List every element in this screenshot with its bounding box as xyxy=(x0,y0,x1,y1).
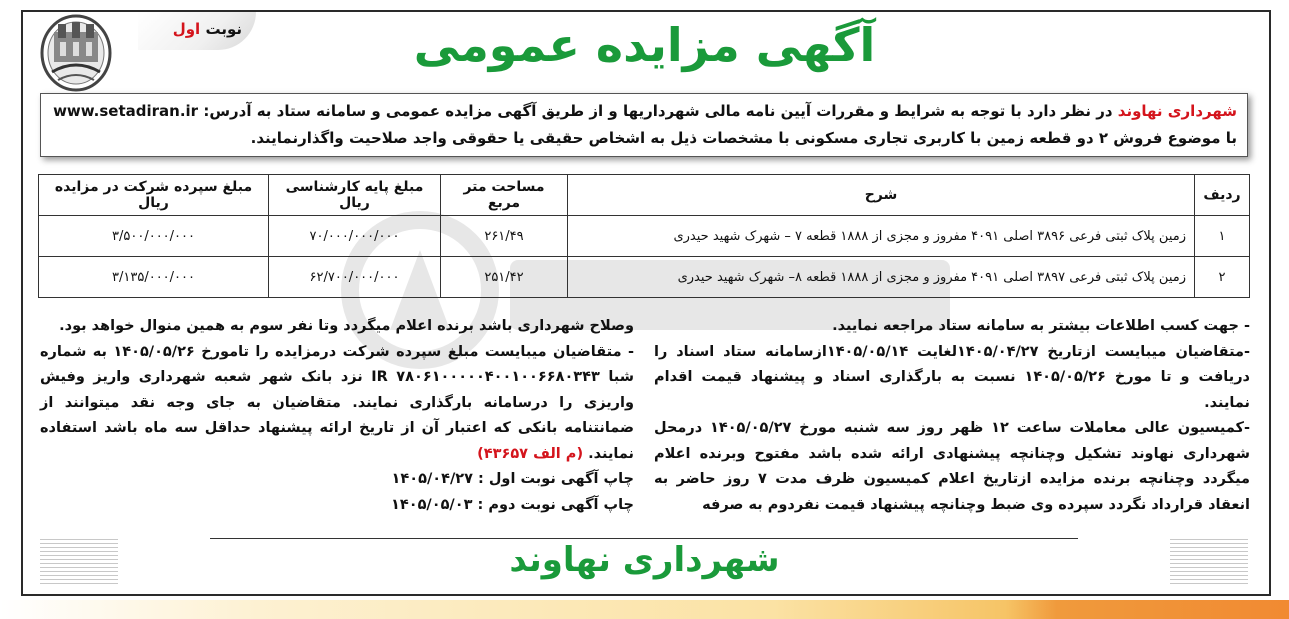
intro-box xyxy=(40,93,1248,157)
row-base-price: ۷۰/۰۰۰/۰۰۰/۰۰۰ xyxy=(269,216,441,257)
print-date-second: چاپ آگهی نوبت دوم : ۱۴۰۵/۰۵/۰۳ xyxy=(391,496,634,513)
row-deposit: ۳/۱۳۵/۰۰۰/۰۰۰ xyxy=(39,257,269,298)
bottom-strip xyxy=(0,600,1289,619)
conditions-right-column xyxy=(654,314,1250,518)
page-title: آگهی مزایده عمومی xyxy=(413,18,876,72)
header-row-number: ردیف xyxy=(1195,175,1250,216)
condition-info: - جهت کسب اطلاعات بیشتر به سامانه ستاد مراجعه نمایید. xyxy=(832,318,1250,334)
row-area: ۲۵۱/۴۲ xyxy=(441,257,568,298)
header-area: مساحت متر مربع xyxy=(441,175,568,216)
row-number: ۲ xyxy=(1195,257,1250,298)
row-deposit: ۳/۵۰۰/۰۰۰/۰۰۰ xyxy=(39,216,269,257)
condition-deposit-text: - متقاضیان میبایست مبلغ سپرده شرکت درمزایده را تامورخ ۱۴۰۵/۰۵/۲۶ به شماره شبا IR ۷۸۰۶۱۰۰۰۰۰۴۰۰۱۰۰۶۶۸۰۳۴۳ نزد بانک شهر شعبه شهرداری واریز وفیش واریزی را درسامانه بارگذاری نمایند. متقاضیان به جای وجه نقد میتوانند از ضمانتنامه بانکی که اعتبار آن از تاریخ ارائه پیشنهاد حداقل سه ماه باشد استفاده نمایند. xyxy=(40,343,634,462)
row-area: ۲۶۱/۴۹ xyxy=(441,216,568,257)
row-number: ۱ xyxy=(1195,216,1250,257)
intro-line-2: با موضوع فروش ۲ دو قطعه زمین با کاربری تجاری مسکونی با مشخصات ذیل به اشخاص حقیقی یا حقوقی واجد صلاحیت واگذارنمایند. xyxy=(250,129,1237,147)
intro-line-1 xyxy=(51,98,1237,125)
row-description: زمین پلاک ثبتی فرعی ۳۸۹۶ اصلی ۴۰۹۱ مفروز و مجزی از ۱۸۸۸ قطعه ۷ – شهرک شهید حیدری xyxy=(568,216,1195,257)
footer-org-name: شهرداری نهاوند xyxy=(509,540,780,580)
edition-number: اول xyxy=(172,20,201,38)
table-row xyxy=(39,216,1250,257)
condition-continuation: وصلاح شهرداری باشد برنده اعلام میگردد وتا نفر سوم به همین منوال خواهد بود. xyxy=(59,318,634,334)
header-description: شرح xyxy=(568,175,1195,216)
ad-code: (م الف ۴۳۶۵۷) xyxy=(477,445,584,462)
print-date-first: چاپ آگهی نوبت اول : ۱۴۰۵/۰۴/۲۷ xyxy=(391,471,634,487)
row-base-price: ۶۲/۷۰۰/۰۰۰/۰۰۰ xyxy=(269,257,441,298)
footer-divider xyxy=(210,538,1078,539)
intro-org: شهرداری نهاوند xyxy=(1117,102,1237,120)
conditions-left-column xyxy=(40,314,634,518)
header-deposit: مبلغ سپرده شرکت در مزایده ریال xyxy=(39,175,269,216)
table-row xyxy=(39,257,1250,298)
row-description: زمین پلاک ثبتی فرعی ۳۸۹۷ اصلی ۴۰۹۱ مفروز و مجزی از ۱۸۸۸ قطعه ۸– شهرک شهید حیدری xyxy=(568,257,1195,298)
header-base-price: مبلغ پایه کارشناسی ریال xyxy=(269,175,441,216)
condition-commission: -کمیسیون عالی معاملات ساعت ۱۲ ظهر روز سه شنبه مورخ ۱۴۰۵/۰۵/۲۷ درمحل شهرداری نهاوند تشکیل وچنانچه پیشنهادی ارائه شده باشد مفتوح وبرنده اعلام میگردد وچنانچه برنده مزایده ازتاریخ اعلام کمیسیون ظرف مدت ۷ روز حاضر به انعقاد قرارداد نگردد سپرده وی ضبط وچنانچه پیشنهاد قیمت نفردوم به صرفه xyxy=(654,420,1250,513)
condition-deposit xyxy=(40,340,634,468)
table-header-row xyxy=(39,175,1250,216)
lots-table xyxy=(38,174,1250,298)
edition-word: نوبت xyxy=(205,20,242,38)
intro-url[interactable]: www.setadiran.ir xyxy=(53,102,199,120)
intro-text: در نظر دارد با توجه به شرایط و مقررات آیین نامه مالی شهرداریها و از طریق آگهی مزایده عمومی و سامانه ستاد به آدرس: xyxy=(198,102,1118,120)
condition-documents: -متقاضیان میبایست ازتاریخ ۱۴۰۵/۰۴/۲۷لغایت ۱۴۰۵/۰۵/۱۴ازسامانه ستاد اسناد را دریافت و تا مورخ ۱۴۰۵/۰۵/۲۶ نسبت به بارگذاری اسناد و پیشنهاد قیمت اقدام نمایند. xyxy=(654,343,1250,411)
